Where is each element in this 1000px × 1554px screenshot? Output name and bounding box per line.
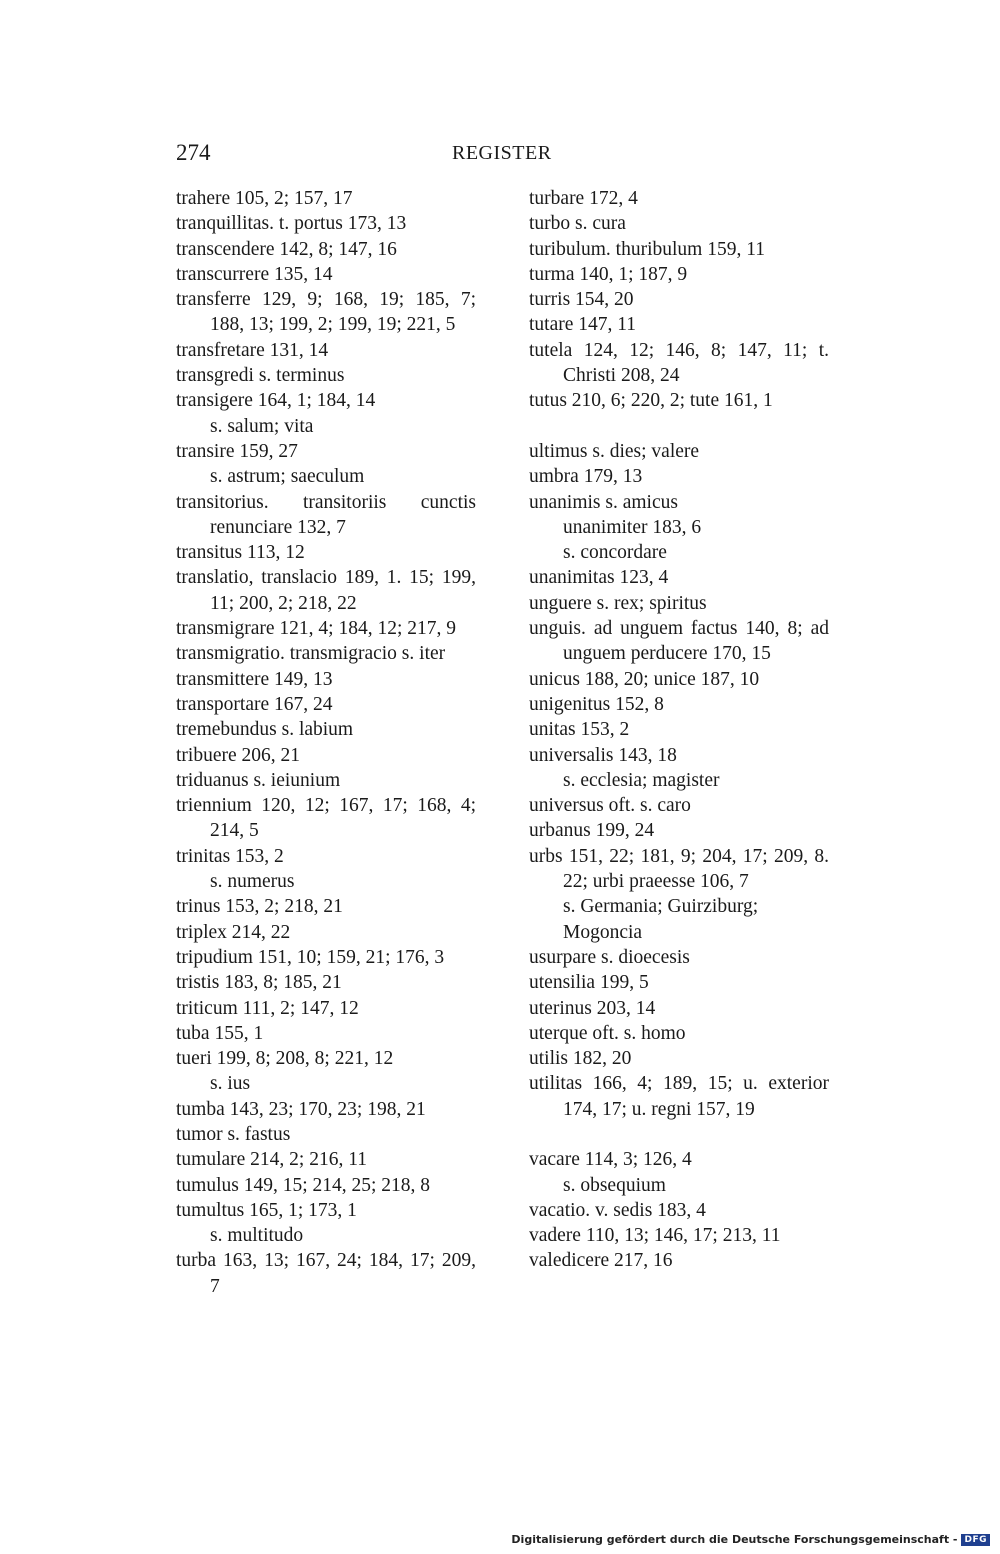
index-subentry: unanimiter 183, 6	[563, 516, 702, 538]
index-entry: tumulare 214, 2; 216, 11	[176, 1149, 368, 1171]
index-entry: unanimis s. amicus	[529, 491, 678, 513]
index-entry: turbo s. cura	[529, 213, 626, 235]
index-entry: tripudium 151, 10; 159, 21; 176, 3	[176, 946, 445, 968]
index-entry: transferre 129, 9; 168, 19; 185, 7; 188, 13; 199, 2; 199, 19; 221, 5	[176, 289, 476, 336]
index-entry: urbs 151, 22; 181, 9; 204, 17; 209, 8. 22; urbi praeesse 106, 7	[529, 845, 829, 893]
index-entry: vacare 114, 3; 126, 4	[529, 1149, 692, 1171]
index-entry: tremebundus s. labium	[176, 719, 354, 741]
index-entry: transcendere 142, 8; 147, 16	[176, 238, 397, 260]
index-entry: vacatio. v. sedis 183, 4	[529, 1199, 706, 1221]
index-entry: transitus 113, 12	[176, 542, 305, 564]
index-entry: tumor s. fastus	[176, 1123, 291, 1145]
index-entry: transcurrere 135, 14	[176, 263, 333, 285]
index-entry: tranquillitas. t. portus 173, 13	[176, 213, 407, 235]
index-subentry: s. obsequium	[563, 1174, 666, 1196]
index-entry: trinus 153, 2; 218, 21	[176, 896, 343, 918]
index-entry: trahere 105, 2; 157, 17	[176, 188, 353, 209]
index-entry: ultimus s. dies; valere	[529, 440, 700, 462]
index-entry: triennium 120, 12; 167, 17; 168, 4; 214, 5	[176, 795, 476, 842]
index-entry: vadere 110, 13; 146, 17; 213, 11	[529, 1225, 781, 1247]
section-gap	[529, 414, 829, 439]
index-entry: tutus 210, 6; 220, 2; tute 161, 1	[529, 390, 773, 412]
index-subentry: s. ecclesia; magister	[563, 769, 720, 791]
index-subentry: s. numerus	[210, 871, 295, 893]
index-entry: tristis 183, 8; 185, 21	[176, 972, 342, 994]
section-gap	[529, 1122, 829, 1147]
index-entry: unitas 153, 2	[529, 719, 630, 741]
index-entry: transitorius. transitoriis cunctis renunciare 132, 7	[176, 491, 476, 538]
index-entry: turba 163, 13; 167, 24; 184, 17; 209, 7	[176, 1250, 476, 1297]
index-entry: transire 159, 27	[176, 440, 298, 462]
index-subentry: s. astrum; saeculum	[210, 466, 365, 488]
index-entry: usurpare s. dioecesis	[529, 946, 690, 968]
page-number: 274	[176, 140, 211, 165]
index-entry: utensilia 199, 5	[529, 972, 649, 994]
running-title: REGISTER	[452, 142, 552, 164]
index-entry: uterque oft. s. homo	[529, 1022, 686, 1044]
index-entry: turma 140, 1; 187, 9	[529, 263, 688, 285]
index-subentry: s. concordare	[563, 542, 667, 564]
index-entry: tumba 143, 23; 170, 23; 198, 21	[176, 1098, 426, 1120]
index-entry: transmigrare 121, 4; 184, 12; 217, 9	[176, 618, 456, 640]
index-entry: trinitas 153, 2	[176, 845, 284, 867]
index-entry: translatio, translacio 189, 1. 15; 199, 11; 200, 2; 218, 22	[176, 567, 476, 614]
index-entry: urbanus 199, 24	[529, 820, 655, 842]
index-entry: triticum 111, 2; 147, 12	[176, 997, 359, 1019]
index-entry: tutare 147, 11	[529, 314, 637, 336]
index-subentry: s. multitudo	[210, 1225, 304, 1247]
index-entry: turris 154, 20	[529, 289, 634, 311]
index-entry: tuba 155, 1	[176, 1022, 264, 1044]
index-entry: tribuere 206, 21	[176, 744, 301, 766]
index-subentry: s. salum; vita	[210, 415, 314, 437]
index-entry: unicus 188, 20; unice 187, 10	[529, 668, 760, 690]
index-entry: turbare 172, 4	[529, 188, 638, 209]
index-subentry: s. Germania; Guirziburg; Mogoncia	[563, 896, 759, 943]
dfg-logo-icon: DFG	[961, 1534, 990, 1546]
index-entry: transigere 164, 1; 184, 14	[176, 390, 376, 412]
index-subentry: s. ius	[210, 1073, 251, 1095]
index-entry: triplex 214, 22	[176, 921, 291, 943]
index-entry: transportare 167, 24	[176, 693, 333, 715]
index-entry: utilis 182, 20	[529, 1048, 632, 1070]
index-entry: transgredi s. terminus	[176, 365, 345, 387]
index-entry: umbra 179, 13	[529, 466, 643, 488]
right-index-column	[529, 186, 829, 1274]
index-entry: universus oft. s. caro	[529, 795, 691, 817]
credit-text: Digitalisierung gefördert durch die Deutsche Forschungsgemeinschaft -	[511, 1533, 958, 1546]
index-entry: uterinus 203, 14	[529, 997, 656, 1019]
index-entry: tumultus 165, 1; 173, 1	[176, 1199, 357, 1221]
index-entry: triduanus s. ieiunium	[176, 769, 341, 791]
index-entry: universalis 143, 18	[529, 744, 677, 766]
index-entry: unigenitus 152, 8	[529, 693, 664, 715]
index-entry: valedicere 217, 16	[529, 1250, 673, 1272]
index-entry: unguere s. rex; spiritus	[529, 592, 707, 614]
index-entry: utilitas 166, 4; 189, 15; u. exterior 174, 17; u. regni 157, 19	[529, 1073, 829, 1120]
index-entry: tumulus 149, 15; 214, 25; 218, 8	[176, 1174, 431, 1196]
index-entry: unanimitas 123, 4	[529, 567, 669, 589]
index-entry: unguis. ad unguem factus 140, 8; ad unguem perducere 170, 15	[529, 618, 829, 665]
index-entry: transmigratio. transmigracio s. iter	[176, 643, 446, 665]
digitization-credit	[511, 1533, 990, 1546]
index-entry: transmittere 149, 13	[176, 668, 333, 690]
index-entry: tutela 124, 12; 146, 8; 147, 11; t. Christi 208, 24	[529, 339, 829, 387]
index-entry: transfretare 131, 14	[176, 339, 329, 361]
index-entry: tueri 199, 8; 208, 8; 221, 12	[176, 1048, 394, 1070]
index-entry: turibulum. thuribulum 159, 11	[529, 238, 765, 260]
left-index-column	[176, 186, 476, 1299]
